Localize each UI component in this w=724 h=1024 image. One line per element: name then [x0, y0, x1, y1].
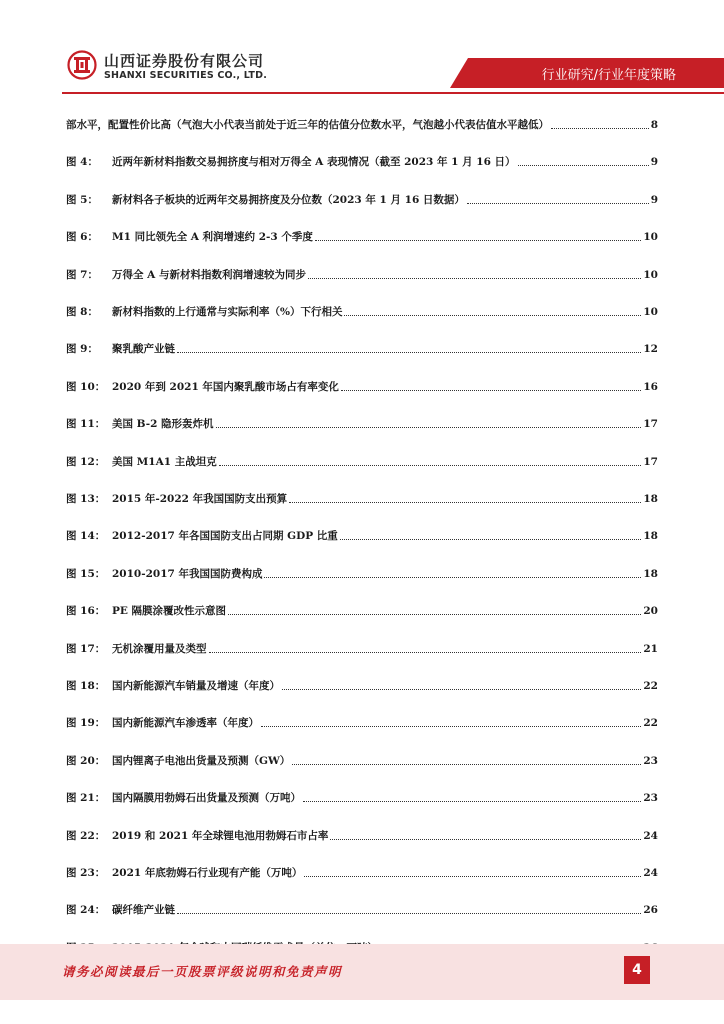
toc-entry-label: 图 15：: [66, 567, 106, 580]
toc-entry-label: 图 9：: [66, 343, 98, 356]
toc-entry-title: 2012-2017 年各国国防支出占同期 GDP 比重: [112, 530, 338, 543]
toc-dot-leader: [340, 539, 642, 540]
toc-entry-page: 9: [650, 156, 658, 169]
toc-entry[interactable]: [66, 149, 658, 169]
toc-dot-leader: [341, 390, 641, 391]
toc-entry-page: 17: [643, 418, 658, 431]
toc-entry-title: 2010-2017 年我国国防费构成: [112, 567, 263, 580]
toc-entry[interactable]: [66, 262, 658, 282]
toc-entry-title: PE 隔膜涂覆改性示意图: [112, 605, 227, 618]
toc-entry[interactable]: [66, 486, 658, 506]
toc-entry[interactable]: [66, 336, 658, 356]
toc-entry-title: 美国 M1A1 主战坦克: [112, 455, 217, 468]
toc-dot-leader: [518, 165, 649, 166]
toc-dot-leader: [467, 203, 649, 204]
toc-entry-label: 图 5：: [66, 193, 98, 206]
toc-entry-label: 图 10：: [66, 380, 106, 393]
toc-dot-leader: [315, 240, 642, 241]
toc-entry-label: 图 6：: [66, 231, 98, 244]
toc-entry-page: 8: [650, 119, 658, 131]
company-name-cn: 山西证券股份有限公司: [104, 52, 265, 70]
toc-entry-page: 18: [643, 567, 658, 580]
toc-entry-page: 23: [643, 792, 658, 805]
toc-entry-page: 26: [643, 904, 658, 917]
toc-dot-leader: [282, 689, 641, 690]
toc-dot-leader: [303, 801, 641, 802]
toc-entry-title: 2020 年到 2021 年国内聚乳酸市场占有率变化: [112, 380, 339, 393]
toc-entry[interactable]: [66, 897, 658, 917]
toc-entry-page: 17: [643, 455, 658, 468]
header-band-slant: [450, 58, 468, 88]
toc-entry-label: 图 13：: [66, 493, 106, 505]
toc-dot-leader: [209, 652, 642, 653]
company-name-en: SHANXI SECURITIES CO., LTD.: [104, 70, 268, 81]
toc-entry[interactable]: [66, 299, 658, 319]
toc-entry-page: 22: [643, 680, 658, 692]
toc-entry-label: 图 4：: [66, 156, 98, 169]
toc-dot-leader: [261, 726, 641, 727]
toc-dot-leader: [330, 839, 641, 840]
toc-entry[interactable]: [66, 748, 658, 768]
toc-entry-title: 部水平，配置性价比高（气泡大小代表当前处于近三年的估值分位数水平，气泡越小代表估值水平越低）: [66, 119, 549, 131]
toc-entry-page: 10: [643, 231, 658, 244]
toc-entry-page: 20: [643, 605, 658, 618]
toc-entry-label: 图 20：: [66, 754, 106, 767]
toc-entry-page: 12: [643, 343, 658, 356]
toc-entry-label: 图 16：: [66, 605, 106, 618]
page-header: [0, 0, 724, 96]
toc-dot-leader: [304, 876, 641, 877]
toc-entry-title: 新材料指数的上行通常与实际利率（%）下行相关: [112, 306, 343, 318]
toc-entry-label: 图 18：: [66, 680, 106, 692]
toc-entry-title: 聚乳酸产业链: [112, 343, 175, 356]
toc-entry-label: 图 14：: [66, 530, 106, 543]
toc-dot-leader: [219, 465, 642, 466]
toc-dot-leader: [228, 614, 641, 615]
toc-dot-leader: [289, 502, 641, 503]
toc-entry[interactable]: [66, 523, 658, 543]
toc-entry-label: 图 23：: [66, 867, 106, 879]
header-rule: [62, 92, 724, 94]
toc-entry[interactable]: [66, 449, 658, 469]
toc-dot-leader: [308, 278, 641, 279]
toc-dot-leader: [264, 577, 641, 578]
toc-entry-title: 国内隔膜用勃姆石出货量及预测（万吨）: [112, 792, 301, 805]
toc-entry-page: 22: [643, 717, 658, 730]
toc-entry-title: 美国 B-2 隐形轰炸机: [112, 418, 214, 431]
report-type: 行业研究/行业年度策略: [541, 68, 676, 83]
toc-entry-page: 24: [643, 829, 658, 842]
toc-entry[interactable]: [66, 785, 658, 805]
toc-entry[interactable]: [66, 187, 658, 207]
toc-entry[interactable]: [66, 598, 658, 618]
toc-entry-label: 图 12：: [66, 455, 106, 468]
toc-entry-title: 国内新能源汽车渗透率（年度）: [112, 717, 259, 730]
toc-entry-page: 23: [643, 754, 658, 767]
toc-entry-page: 16: [643, 380, 658, 393]
toc-entry-page: 18: [643, 530, 658, 543]
toc-entry-title: 近两年新材料指数交易拥挤度与相对万得全 A 表现情况（截至 2023 年 1 月 16 日）: [112, 156, 516, 169]
toc-entry-page: 18: [643, 493, 658, 505]
toc-entry-page: 10: [643, 306, 658, 318]
toc-dot-leader: [177, 913, 641, 914]
toc-entry-title: 无机涂覆用量及类型: [112, 642, 207, 655]
toc-entry[interactable]: [66, 860, 658, 880]
toc-entry-page: 9: [650, 193, 658, 206]
toc-dot-leader: [551, 128, 649, 129]
toc-entry-title: 万得全 A 与新材料指数利润增速较为同步: [112, 268, 306, 281]
toc-entry[interactable]: [66, 374, 658, 394]
toc-entry[interactable]: [66, 710, 658, 730]
toc-entry[interactable]: [66, 112, 658, 132]
toc-entry-page: 21: [643, 642, 658, 655]
toc-entry[interactable]: [66, 224, 658, 244]
toc-entry-label: 图 11：: [66, 418, 106, 431]
toc-entry-label: 图 17：: [66, 642, 106, 655]
shanxi-securities-logo-icon: [67, 50, 97, 80]
toc-entry-label: 图 21：: [66, 792, 106, 805]
toc-dot-leader: [344, 315, 641, 316]
toc-entry-title: 国内新能源汽车销量及增速（年度）: [112, 680, 280, 692]
toc-entry-title: 碳纤维产业链: [112, 904, 175, 917]
toc-dot-leader: [216, 427, 642, 428]
toc-entry-title: 2019 和 2021 年全球锂电池用勃姆石市占率: [112, 829, 329, 842]
toc-entry[interactable]: [66, 673, 658, 693]
toc-entry-page: 24: [643, 867, 658, 879]
toc-entry[interactable]: [66, 823, 658, 843]
toc-entry-label: 图 24：: [66, 904, 106, 917]
disclaimer-text: 请务必阅读最后一页股票评级说明和免责声明: [62, 964, 343, 979]
toc-entry[interactable]: [66, 411, 658, 431]
toc-entry-label: 图 22：: [66, 829, 106, 842]
toc-entry-label: 图 8：: [66, 306, 98, 318]
toc-entry-page: 10: [643, 268, 658, 281]
toc-entry-title: 2021 年底勃姆石行业现有产能（万吨）: [112, 867, 303, 879]
toc-entry-title: 2015 年-2022 年我国国防支出预算: [112, 493, 288, 505]
page-number: 4: [624, 956, 650, 984]
toc-entry-title: 新材料各子板块的近两年交易拥挤度及分位数（2023 年 1 月 16 日数据）: [112, 193, 465, 206]
toc-entry-label: 图 19：: [66, 717, 106, 730]
toc-entry[interactable]: [66, 561, 658, 581]
toc-dot-leader: [177, 352, 641, 353]
toc-dot-leader: [292, 764, 641, 765]
toc-entry[interactable]: [66, 636, 658, 656]
toc-entry-title: M1 同比领先全 A 利润增速约 2-3 个季度: [112, 231, 313, 244]
toc-entry-title: 国内锂离子电池出货量及预测（GW）: [112, 754, 291, 767]
toc-entry-label: 图 7：: [66, 268, 98, 281]
